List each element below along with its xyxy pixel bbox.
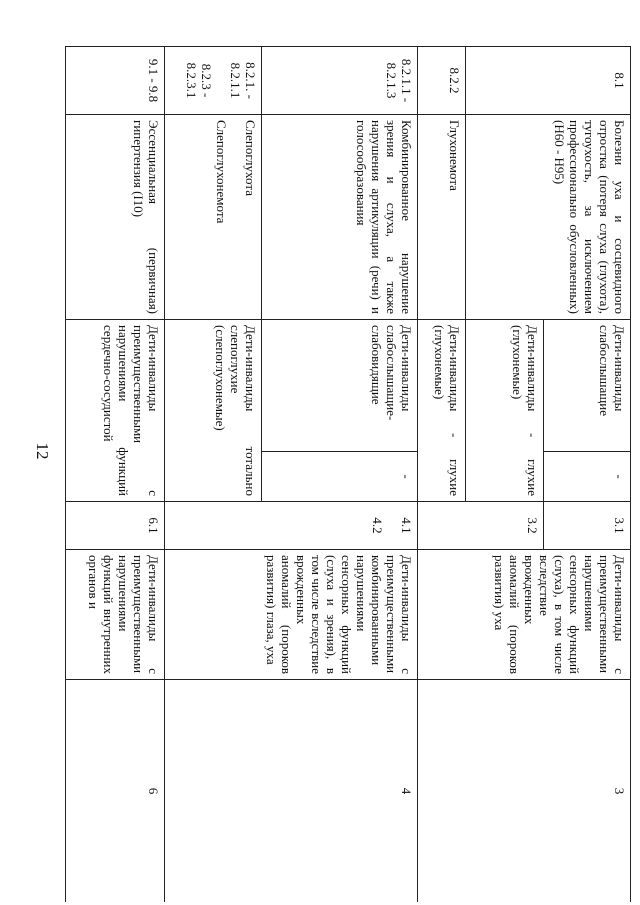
table-row [66,47,165,903]
group-dash-cell: - [261,452,417,502]
code-cell: 8.1 [466,47,631,115]
subgroup-code-b: 4.2 [370,517,386,534]
group-cell: Дети-инвалиды с преимущественными нарушениями функций сердечно-сосудистой [66,320,165,502]
subgroup-code-cell: 3.2 [418,502,544,550]
code-cell [164,47,261,115]
category-number-cell: 4 [164,680,418,903]
category-cell: Дети-инвалиды с преимущественными комбинированными нарушениями сенсорных функций (слуха и зрения), в том числе вследствие врожденных аномалий (пороков развития) глаза, уха [164,550,418,680]
code-a: 8.2.1. - 8.2.1.1 [227,62,258,99]
group-cell: Дети-инвалиды слабослышащие-слабовидящие [261,320,417,452]
group-cell: Дети-инвалиды слабослышащие [544,320,631,452]
disease-cell: Эссенциальная (первичная) гипертензия (I10) [66,115,165,320]
disease-b: Слепоглухонемота [213,120,229,224]
page-number: 12 [33,442,52,460]
category-cell: Дети-инвалиды с преимущественными нарушениями функций внутренних органов и [66,550,165,680]
rotated-table-container [65,46,631,902]
table-row [544,47,631,903]
disease-cell [164,115,261,320]
category-number-cell: 3 [418,680,631,903]
code-cell: 8.2.2 [418,47,466,115]
category-cell: Дети-инвалиды с преимущественными нарушениями сенсорных функций (слуха), в том числе вследствие врожденных аномалий (пороков развития) уха [418,550,631,680]
group-dash-cell: - [544,452,631,502]
subgroup-code-cell [164,502,418,550]
group-cell: Дети-инвалиды - глухие (глухонемые) [418,320,466,502]
code-b: 8.2.3 - 8.2.3.1 [183,62,214,99]
table-row [261,47,417,903]
group-cell: Дети-инвалиды тотально слепоглухие (слепоглухонемые) [164,320,261,502]
disease-cell: Комбинированное нарушение зрения и слуха, а также нарушения артикуляции (речи) и голосообразования [261,115,417,320]
group-cell: Дети-инвалиды - глухие (глухонемые) [466,320,544,502]
subgroup-code-cell: 3.1 [544,502,631,550]
code-cell: 8.2.1.1 - 8.2.1.3 [261,47,417,115]
disability-groups-table [65,46,631,902]
code-cell: 9.1 - 9.8 [66,47,165,115]
disease-cell: Глухонемота [418,115,466,320]
disease-cell: Болезни уха и сосцевидного отростка (потеря слуха (глухота), тугоухость, за исключением профессионально обусловленных) (H60 - H95) [466,115,631,320]
subgroup-code-a: 4.1 [399,517,415,534]
category-number-cell: 6 [66,680,165,903]
subgroup-code-cell: 6.1 [66,502,165,550]
disease-a: Слепоглухота [242,120,258,196]
